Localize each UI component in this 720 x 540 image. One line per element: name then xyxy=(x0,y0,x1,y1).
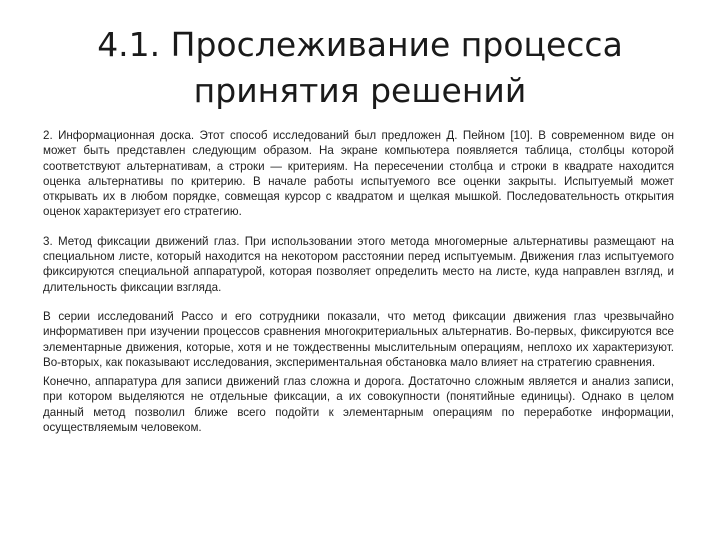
paragraph-equipment-complexity: Конечно, аппаратура для записи движений глаз сложна и дорога. Достаточно сложным является и анализ записи, при котором выделяются не отдельные фиксации, а их совокупности (понятийные единицы). Однако в целом данный метод позволил ближе всего подойти к элементарным операциям по переработке информации, осуществляемым человеком. xyxy=(43,375,674,435)
slide-title-line-2: принятия решений xyxy=(193,71,527,110)
paragraph-russo-research: В серии исследований Рассо и его сотрудники показали, что метод фиксации движения глаз чрезвычайно информативен при изучении процессов сравнения многокритериальных альтернатив. Во-первых, фиксируются все элементарные движения, которые, хотя и не тождественны мыслительным операциям, неплохо их характеризуют. Во-вторых, как показывают исследования, экспериментальная обстановка мало влияет на стратегию сравнения. xyxy=(43,309,674,369)
slide-body xyxy=(43,128,674,435)
paragraph-information-board: 2. Информационная доска. Этот способ исследований был предложен Д. Пейном [10]. В современном виде он может быть представлен следующим образом. На экране компьютера появляется таблица, столбцы которой соответствуют альтернативам, а строки — критериям. На пересечении столбца и строки в квадрате находится оценка альтернативы по критерию. В начале работы испытуемого все оценки закрыты. Испытуемый может открывать их в любом порядке, совмещая курсор с квадратом и щелкая мышкой. Последовательность открытия оценок характеризует его стратегию. xyxy=(43,129,674,219)
slide-title-line-1: 4.1. Прослеживание процесса xyxy=(97,25,623,64)
slide-title xyxy=(60,22,660,114)
paragraph-eye-tracking-method: 3. Метод фиксации движений глаз. При использовании этого метода многомерные альтернативы размещают на специальном листе, который находится на некотором расстоянии перед испытуемым. Движения глаз испытуемого фиксируются специальной аппаратурой, которая позволяет определить место на листе, куда направлен взгляд, и длительность фиксации взгляда. xyxy=(43,234,674,294)
